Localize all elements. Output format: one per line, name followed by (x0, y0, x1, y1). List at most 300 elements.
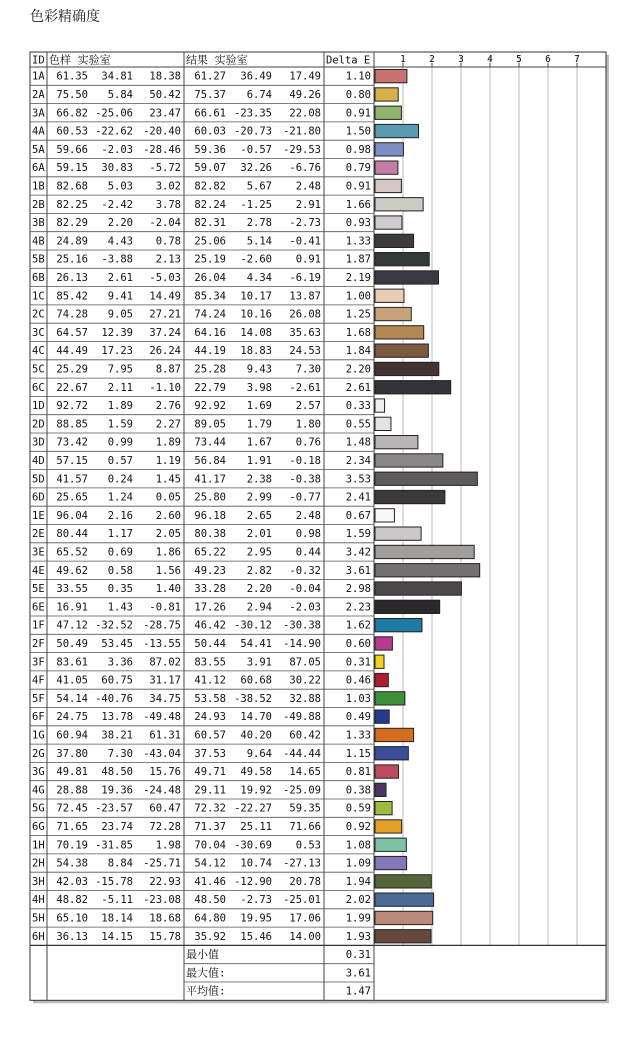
delta-e-value: 2.98 (345, 583, 371, 596)
sample-lab-value: 2.13 (155, 253, 181, 266)
result-lab-value: 59.35 (289, 802, 321, 815)
result-lab-value: 89.05 (194, 418, 226, 431)
sample-lab-value: 82.68 (56, 180, 88, 193)
result-lab-value: 14.65 (289, 766, 321, 779)
sample-lab-value: 1.89 (155, 436, 181, 449)
sample-lab-value: 24.75 (56, 711, 88, 724)
sample-lab-value: 36.13 (56, 930, 88, 943)
column-header-id: ID (32, 54, 45, 67)
row-id: 6H (32, 930, 45, 943)
result-lab-value: 2.48 (295, 509, 321, 522)
result-lab-value: 92.92 (194, 400, 226, 413)
delta-e-bar (375, 161, 398, 174)
result-lab-value: 0.53 (295, 839, 321, 852)
delta-e-value: 1.68 (345, 326, 371, 339)
result-lab-value: 53.58 (194, 692, 226, 705)
result-lab-value: -2.73 (240, 894, 272, 907)
result-lab-value: -29.53 (283, 143, 321, 156)
row-id: 5G (32, 802, 45, 815)
result-lab-value: 19.92 (240, 784, 272, 797)
sample-lab-value: 96.04 (56, 509, 88, 522)
result-lab-value: 2.38 (246, 473, 272, 486)
delta-e-value: 1.93 (345, 930, 371, 943)
sample-lab-value: 33.55 (56, 583, 88, 596)
sample-lab-value: -2.04 (149, 217, 181, 230)
sample-lab-value: 82.25 (56, 198, 88, 211)
sample-lab-value: 18.68 (149, 912, 181, 925)
result-lab-value: 2.95 (246, 546, 272, 559)
sample-lab-value: 12.39 (101, 326, 133, 339)
sample-lab-value: 2.60 (155, 509, 181, 522)
sample-lab-value: 17.23 (101, 345, 133, 358)
result-lab-value: 10.74 (240, 857, 272, 870)
result-lab-value: 3.98 (246, 381, 272, 394)
sample-lab-value: -5.72 (149, 162, 181, 175)
result-lab-value: -2.61 (289, 381, 321, 394)
sample-lab-value: 38.21 (101, 729, 133, 742)
delta-e-bar (375, 728, 414, 741)
sample-lab-value: 48.50 (101, 766, 133, 779)
sample-lab-value: -25.06 (95, 107, 133, 120)
sample-lab-value: -32.52 (95, 619, 133, 632)
sample-lab-value: 3.02 (155, 180, 181, 193)
result-lab-value: 26.08 (289, 308, 321, 321)
result-lab-value: -21.80 (283, 125, 321, 138)
row-id: 1H (32, 839, 45, 852)
sample-lab-value: 1.17 (107, 528, 133, 541)
sample-lab-value: 23.47 (149, 107, 181, 120)
result-lab-value: 75.37 (194, 88, 226, 101)
result-lab-value: 56.84 (194, 454, 226, 467)
result-lab-value: 9.64 (246, 747, 272, 760)
sample-lab-value: -3.88 (101, 253, 133, 266)
x-tick-label: 4 (487, 54, 493, 65)
sample-lab-value: 54.38 (56, 857, 88, 870)
summary-label: 最小值 (186, 948, 219, 962)
result-lab-value: 60.68 (240, 674, 272, 687)
sample-lab-value: 1.45 (155, 473, 181, 486)
delta-e-value: 0.79 (345, 162, 371, 175)
delta-e-bar (375, 436, 418, 449)
result-lab-value: 24.53 (289, 345, 321, 358)
result-lab-value: 25.06 (194, 235, 226, 248)
row-id: 2H (32, 857, 45, 870)
row-id: 3E (32, 546, 45, 559)
delta-e-bar (375, 490, 445, 503)
sample-lab-value: 34.75 (149, 692, 181, 705)
delta-e-value: 1.48 (345, 436, 371, 449)
sample-lab-value: -28.46 (143, 143, 181, 156)
result-lab-value: 5.67 (246, 180, 272, 193)
sample-lab-value: 61.31 (149, 729, 181, 742)
result-lab-value: 15.46 (240, 930, 272, 943)
result-lab-value: 25.19 (194, 253, 226, 266)
result-lab-value: 71.37 (194, 820, 226, 833)
row-id: 5F (32, 692, 45, 705)
result-lab-value: 70.04 (194, 839, 226, 852)
delta-e-bar (375, 253, 429, 266)
row-id: 5B (32, 253, 45, 266)
sample-lab-value: -25.71 (143, 857, 181, 870)
sample-lab-value: 44.49 (56, 345, 88, 358)
delta-e-value: 1.09 (345, 857, 371, 870)
result-lab-value: 14.00 (289, 930, 321, 943)
row-id: 1C (32, 290, 45, 303)
result-lab-value: 17.06 (289, 912, 321, 925)
result-lab-value: 50.44 (194, 637, 226, 650)
sample-lab-value: 5.03 (107, 180, 133, 193)
result-lab-value: 37.53 (194, 747, 226, 760)
result-lab-value: 49.23 (194, 564, 226, 577)
delta-e-value: 0.49 (345, 711, 371, 724)
result-lab-value: 1.69 (246, 400, 272, 413)
sample-lab-value: 49.62 (56, 564, 88, 577)
sample-lab-value: 14.15 (101, 930, 133, 943)
sample-lab-value: 0.99 (107, 436, 133, 449)
sample-lab-value: -28.75 (143, 619, 181, 632)
sample-lab-value: 0.69 (107, 546, 133, 559)
sample-lab-value: 1.59 (107, 418, 133, 431)
delta-e-bar (375, 307, 411, 320)
delta-e-value: 0.91 (345, 180, 371, 193)
sample-lab-value: 0.05 (155, 491, 181, 504)
result-lab-value: 64.16 (194, 326, 226, 339)
sample-lab-value: 72.28 (149, 820, 181, 833)
row-id: 6G (32, 820, 45, 833)
row-id: 3A (32, 107, 45, 120)
sample-lab-value: 1.86 (155, 546, 181, 559)
delta-e-value: 2.61 (345, 381, 371, 394)
result-lab-value: 22.79 (194, 381, 226, 394)
delta-e-value: 0.93 (345, 217, 371, 230)
sample-lab-value: 87.02 (149, 656, 181, 669)
result-lab-value: 82.82 (194, 180, 226, 193)
delta-e-bar (375, 838, 406, 851)
sample-lab-value: -15.78 (95, 875, 133, 888)
delta-e-value: 0.91 (345, 107, 371, 120)
result-lab-value: -14.90 (283, 637, 321, 650)
row-id: 2C (32, 308, 45, 321)
row-id: 1G (32, 729, 45, 742)
sample-lab-value: 53.45 (101, 637, 133, 650)
row-id: 6E (32, 601, 45, 614)
x-tick-label: 2 (429, 54, 435, 65)
delta-e-bar (375, 271, 439, 284)
delta-e-bar (375, 875, 431, 888)
result-lab-value: 82.31 (194, 217, 226, 230)
result-lab-value: -0.57 (240, 143, 272, 156)
result-lab-value: 29.11 (194, 784, 226, 797)
sample-lab-value: 92.72 (56, 400, 88, 413)
result-lab-value: -0.41 (289, 235, 321, 248)
result-lab-value: 1.67 (246, 436, 272, 449)
result-lab-value: 54.12 (194, 857, 226, 870)
delta-e-bar (375, 564, 480, 577)
row-id: 6C (32, 381, 45, 394)
sample-lab-value: 8.84 (107, 857, 133, 870)
row-id: 3F (32, 656, 45, 669)
sample-lab-value: 47.12 (56, 619, 88, 632)
sample-lab-value: 2.20 (107, 217, 133, 230)
delta-e-bar (375, 88, 398, 101)
result-lab-value: -0.18 (289, 454, 321, 467)
sample-lab-value: 83.61 (56, 656, 88, 669)
sample-lab-value: 28.88 (56, 784, 88, 797)
row-id: 3G (32, 766, 45, 779)
row-id: 2B (32, 198, 45, 211)
result-lab-value: 2.82 (246, 564, 272, 577)
sample-lab-value: -23.57 (95, 802, 133, 815)
sample-lab-value: 2.27 (155, 418, 181, 431)
sample-lab-value: 72.45 (56, 802, 88, 815)
sample-lab-value: 2.05 (155, 528, 181, 541)
sample-lab-value: -43.04 (143, 747, 181, 760)
sample-lab-value: 60.53 (56, 125, 88, 138)
row-id: 1D (32, 400, 45, 413)
sample-lab-value: 2.11 (107, 381, 133, 394)
sample-lab-value: -5.03 (149, 271, 181, 284)
result-lab-value: -30.38 (283, 619, 321, 632)
sample-lab-value: 30.83 (101, 162, 133, 175)
delta-e-value: 0.46 (345, 674, 371, 687)
result-lab-value: 46.42 (194, 619, 226, 632)
row-id: 6D (32, 491, 45, 504)
delta-e-value: 0.31 (345, 656, 371, 669)
row-id: 6F (32, 711, 45, 724)
row-id: 1A (32, 70, 45, 83)
sample-lab-value: -40.76 (95, 692, 133, 705)
sample-lab-value: 71.65 (56, 820, 88, 833)
row-id: 3B (32, 217, 45, 230)
delta-e-value: 0.38 (345, 784, 371, 797)
sample-lab-value: -0.81 (149, 601, 181, 614)
sample-lab-value: 74.28 (56, 308, 88, 321)
result-lab-value: -0.38 (289, 473, 321, 486)
result-lab-value: -38.52 (234, 692, 272, 705)
sample-lab-value: 60.94 (56, 729, 88, 742)
result-lab-value: 65.22 (194, 546, 226, 559)
sample-lab-value: 26.13 (56, 271, 88, 284)
delta-e-value: 2.19 (345, 271, 371, 284)
result-lab-value: -44.44 (283, 747, 321, 760)
sample-lab-value: 80.44 (56, 528, 88, 541)
result-lab-value: -0.32 (289, 564, 321, 577)
result-lab-value: 72.32 (194, 802, 226, 815)
row-id: 4H (32, 894, 45, 907)
result-lab-value: 17.26 (194, 601, 226, 614)
delta-e-bar (375, 362, 439, 375)
sample-lab-value: 24.89 (56, 235, 88, 248)
result-lab-value: -2.03 (289, 601, 321, 614)
sample-lab-value: 1.56 (155, 564, 181, 577)
sample-lab-value: 41.05 (56, 674, 88, 687)
sample-lab-value: 1.24 (107, 491, 133, 504)
result-lab-value: 0.44 (295, 546, 321, 559)
result-lab-value: 19.95 (240, 912, 272, 925)
row-id: 2G (32, 747, 45, 760)
sample-lab-value: 19.36 (101, 784, 133, 797)
result-lab-value: 87.05 (289, 656, 321, 669)
result-lab-value: 48.50 (194, 894, 226, 907)
row-id: 3H (32, 875, 45, 888)
result-lab-value: -0.04 (289, 583, 321, 596)
result-lab-value: 61.27 (194, 70, 226, 83)
result-lab-value: -6.76 (289, 162, 321, 175)
sample-lab-value: 85.42 (56, 290, 88, 303)
result-lab-value: 41.46 (194, 875, 226, 888)
delta-e-value: 2.02 (345, 894, 371, 907)
result-lab-value: 35.92 (194, 930, 226, 943)
x-tick-label: 7 (574, 54, 580, 65)
delta-e-bar (375, 600, 440, 613)
column-header-result-lab: 结果 实验室 (186, 53, 248, 67)
row-id: 6A (32, 162, 45, 175)
sample-lab-value: 60.75 (101, 674, 133, 687)
result-lab-value: 2.57 (295, 400, 321, 413)
sample-lab-value: 0.58 (107, 564, 133, 577)
sample-lab-value: 57.15 (56, 454, 88, 467)
column-header-delta-e: Delta E (326, 54, 371, 67)
sample-lab-value: 25.29 (56, 363, 88, 376)
row-id: 2E (32, 528, 45, 541)
delta-e-bar (375, 454, 443, 467)
delta-e-bar (375, 472, 477, 485)
delta-e-bar (375, 399, 385, 412)
delta-e-bar (375, 198, 423, 211)
result-lab-value: -27.13 (283, 857, 321, 870)
result-lab-value: 0.76 (295, 436, 321, 449)
result-lab-value: -30.69 (234, 839, 272, 852)
sample-lab-value: 13.78 (101, 711, 133, 724)
delta-e-bar (375, 765, 398, 778)
result-lab-value: 60.42 (289, 729, 321, 742)
sample-lab-value: 1.19 (155, 454, 181, 467)
sample-lab-value: 26.24 (149, 345, 181, 358)
row-id: 6B (32, 271, 45, 284)
sample-lab-value: -24.48 (143, 784, 181, 797)
delta-e-bar (375, 930, 431, 943)
sample-lab-value: -22.62 (95, 125, 133, 138)
delta-e-value: 1.10 (345, 70, 371, 83)
sample-lab-value: 0.24 (107, 473, 133, 486)
sample-lab-value: 22.67 (56, 381, 88, 394)
result-lab-value: 60.03 (194, 125, 226, 138)
column-header-sample-lab: 色样 实验室 (49, 53, 111, 67)
delta-e-bar (375, 106, 401, 119)
result-lab-value: 49.71 (194, 766, 226, 779)
x-tick-label: 3 (458, 54, 464, 65)
result-lab-value: 7.30 (295, 363, 321, 376)
delta-e-bar (375, 856, 407, 869)
sample-lab-value: 42.03 (56, 875, 88, 888)
delta-e-bar (375, 802, 392, 815)
result-lab-value: 2.99 (246, 491, 272, 504)
delta-e-value: 0.59 (345, 802, 371, 815)
row-id: 4A (32, 125, 45, 138)
summary-label: 平均值: (186, 984, 226, 998)
result-lab-value: 5.14 (246, 235, 272, 248)
sample-lab-value: -2.03 (101, 143, 133, 156)
delta-e-value: 0.80 (345, 88, 371, 101)
sample-lab-value: 2.76 (155, 400, 181, 413)
result-lab-value: 82.24 (194, 198, 226, 211)
sample-lab-value: -20.40 (143, 125, 181, 138)
delta-e-bar (375, 747, 408, 760)
result-lab-value: 96.18 (194, 509, 226, 522)
sample-lab-value: -1.10 (149, 381, 181, 394)
result-lab-value: 25.80 (194, 491, 226, 504)
result-lab-value: -25.01 (283, 894, 321, 907)
delta-e-value: 2.20 (345, 363, 371, 376)
sample-lab-value: 15.78 (149, 930, 181, 943)
sample-lab-value: 65.52 (56, 546, 88, 559)
delta-e-bar (375, 326, 424, 339)
delta-e-bar (375, 70, 407, 83)
summary-value: 1.47 (345, 985, 371, 998)
row-id: 3D (32, 436, 45, 449)
result-lab-value: 59.36 (194, 143, 226, 156)
summary-value: 3.61 (345, 967, 371, 980)
sample-lab-value: 25.65 (56, 491, 88, 504)
sample-lab-value: 54.14 (56, 692, 88, 705)
result-lab-value: 1.91 (246, 454, 272, 467)
result-lab-value: 14.08 (240, 326, 272, 339)
result-lab-value: 32.26 (240, 162, 272, 175)
result-lab-value: 14.70 (240, 711, 272, 724)
result-lab-value: 2.94 (246, 601, 272, 614)
row-id: 2F (32, 637, 45, 650)
result-lab-value: -2.73 (289, 217, 321, 230)
result-lab-value: -25.09 (283, 784, 321, 797)
sample-lab-value: 22.93 (149, 875, 181, 888)
result-lab-value: -0.77 (289, 491, 321, 504)
result-lab-value: 17.49 (289, 70, 321, 83)
result-lab-value: 40.20 (240, 729, 272, 742)
sample-lab-value: 41.57 (56, 473, 88, 486)
sample-lab-value: 1.98 (155, 839, 181, 852)
sample-lab-value: 8.87 (155, 363, 181, 376)
delta-e-bar (375, 179, 401, 192)
delta-e-value: 1.08 (345, 839, 371, 852)
sample-lab-value: -23.08 (143, 894, 181, 907)
sample-lab-value: 88.85 (56, 418, 88, 431)
sample-lab-value: 34.81 (101, 70, 133, 83)
delta-e-value: 1.87 (345, 253, 371, 266)
sample-lab-value: 2.61 (107, 271, 133, 284)
sample-lab-value: 3.78 (155, 198, 181, 211)
delta-e-value: 0.81 (345, 766, 371, 779)
result-lab-value: -49.88 (283, 711, 321, 724)
delta-e-bar (375, 673, 388, 686)
result-lab-value: 74.24 (194, 308, 226, 321)
delta-e-value: 0.55 (345, 418, 371, 431)
row-id: 1F (32, 619, 45, 632)
result-lab-value: 41.17 (194, 473, 226, 486)
sample-lab-value: 1.40 (155, 583, 181, 596)
delta-e-bar (375, 655, 384, 668)
delta-e-value: 1.33 (345, 235, 371, 248)
sample-lab-value: 25.16 (56, 253, 88, 266)
delta-e-value: 1.66 (345, 198, 371, 211)
delta-e-bar (375, 692, 405, 705)
x-tick-label: 6 (545, 54, 551, 65)
delta-e-bar (375, 216, 402, 229)
sample-lab-value: 60.47 (149, 802, 181, 815)
sample-lab-value: 64.57 (56, 326, 88, 339)
result-lab-value: -23.35 (234, 107, 272, 120)
result-lab-value: 10.17 (240, 290, 272, 303)
result-lab-value: 1.79 (246, 418, 272, 431)
